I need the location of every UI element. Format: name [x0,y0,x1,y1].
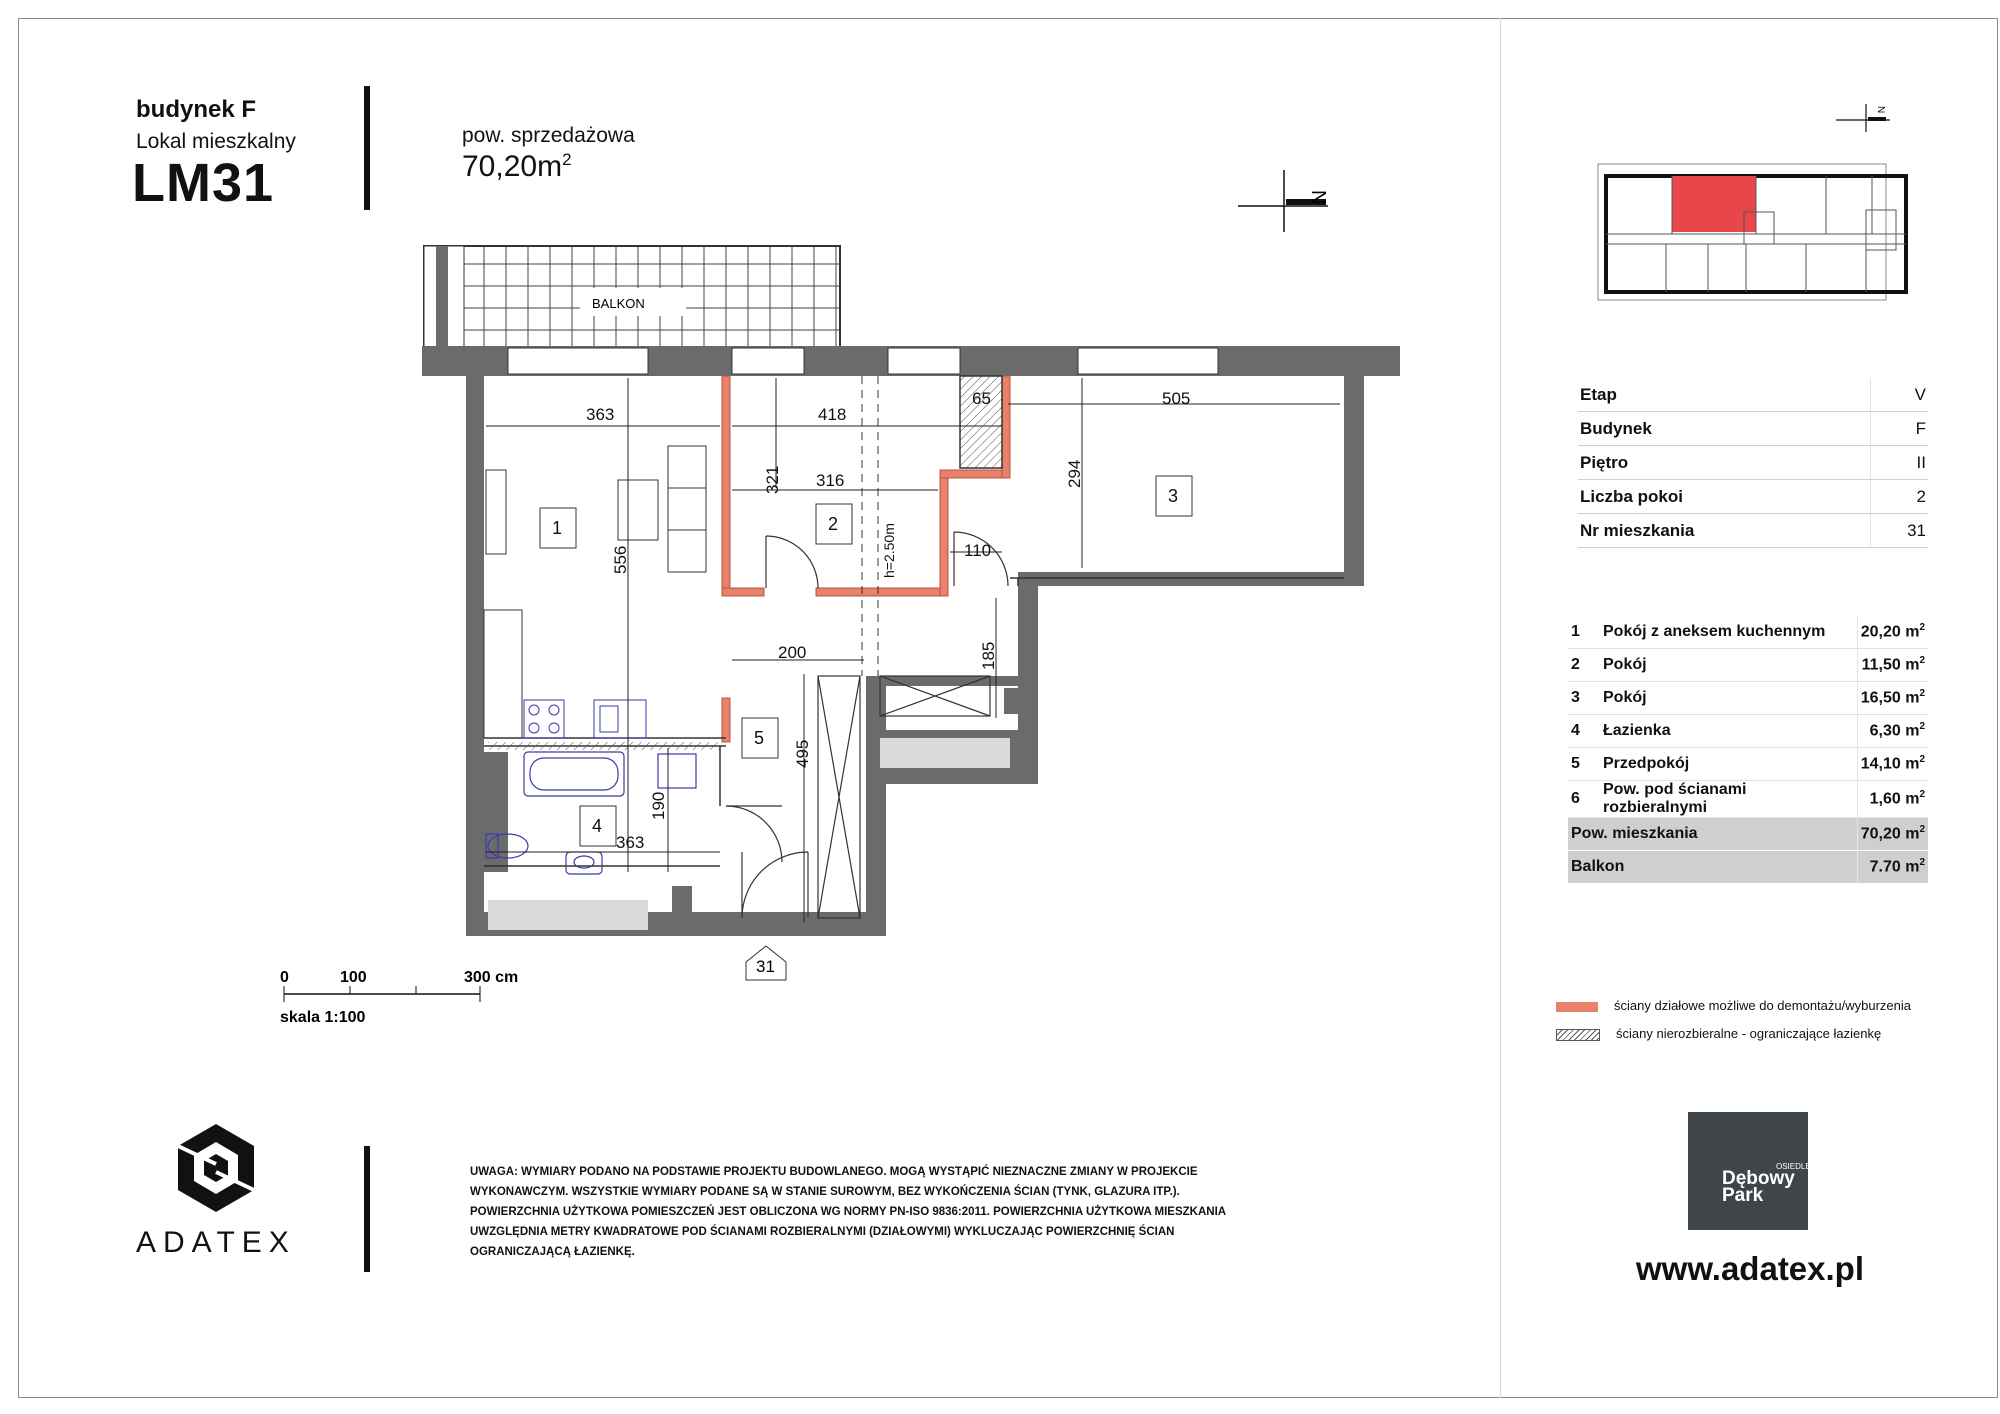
scale-tick-300: 300 cm [464,969,519,986]
walls [422,346,1400,936]
dim-110: 110 [964,541,992,560]
dim-294: 294 [1065,459,1084,488]
furniture [618,446,706,572]
info-value: V [1870,378,1928,412]
sales-area-label: pow. sprzedażowa [462,124,635,147]
dim-363-bath: 363 [616,833,645,852]
room-row: 4 Łazienka 6,30 $m^2$ [1568,715,1928,748]
legend-non-removable [1556,1026,1881,1041]
balcony-label: BALKON [592,296,645,311]
north-arrow-icon [1238,170,1329,232]
balcony [424,246,840,348]
dim-495: 495 [793,739,812,768]
dim-418: 418 [818,405,847,424]
room-row: 5 Przedpokój 14,10 $m^2$ [1568,748,1928,781]
dim-65: 65 [972,389,991,408]
rooms-area-table [1568,616,1928,884]
dim-321: 321 [763,465,782,494]
building-label: budynek F [136,96,257,123]
legend-label: ściany działowe możliwe do demontażu/wyburzenia [1614,998,1911,1013]
key-plan-north-icon [1836,104,1890,132]
dim-200: 200 [778,643,807,662]
info-label: Liczba pokoi [1578,480,1870,514]
north-label: N [1307,190,1329,205]
room-row: 3 Pokój 16,50 $m^2$ [1568,682,1928,715]
estate-small-label: OSIEDLE [1776,1162,1811,1171]
legend-swatch-hatched [1556,1029,1600,1041]
info-row-nr-mieszkania [1578,514,1928,548]
wardrobes [818,676,990,918]
ceiling-height-label: h=2.50m [881,523,897,578]
room-2-number: 2 [828,514,839,534]
info-row-budynek [1578,412,1928,446]
info-label: Budynek [1578,412,1870,446]
legend-label: ściany nierozbieralne - ograniczające łazienkę [1616,1026,1882,1041]
dim-556: 556 [611,545,630,574]
info-value: 2 [1870,480,1928,514]
entrance-number: 31 [756,957,775,976]
total-row-flat: Pow. mieszkania 70,20 $m^2$ [1568,818,1928,851]
unit-code: LM31 [132,153,275,213]
key-plan-north-label: N [1875,106,1886,114]
estate-name: Dębowy Park [1722,1168,1795,1206]
sales-area-value: $70,20m^2$ [462,150,572,183]
room-row: 2 Pokój 11,50 $m^2$ [1568,649,1928,682]
room-row: 6 Pow. pod ścianami rozbieralnymi 1,60 $m^2$ [1568,781,1928,818]
info-value: 31 [1870,514,1928,548]
footer-separator [364,1146,370,1272]
info-row-pietro [1578,446,1928,480]
unit-info-table [1578,378,1928,548]
room-4-number: 4 [592,816,603,836]
scale-tick-100: 100 [340,969,367,986]
entrance-marker [746,946,786,980]
info-row-liczba-pokoi [1578,480,1928,514]
unit-type-label: Lokal mieszkalny [136,130,296,153]
info-label: Etap [1578,378,1870,412]
info-value: F [1870,412,1928,446]
info-value: II [1870,446,1928,480]
dim-190: 190 [649,791,668,820]
adatex-logo-icon [178,1124,254,1212]
disclaimer-note: UWAGA: WYMIARY PODANO NA PODSTAWIE PROJEKTU BUDOWLANEGO. MOGĄ WYSTĄPIĆ NIEZNACZNE ZMIANY W PROJEKCIE WYKONAWCZYM. WSZYSTKIE WYMIARY PODANE SĄ W STANIE SUROWYM, BEZ WYKOŃCZENIA ŚCIAN (TYNK, GLAZURA ITP.). POWIERZCHNIA UŻYTKOWA POMIESZCZEŃ JEST OBLICZONA WG NORMY PN-ISO 9836:2011. POWIERZCHNIA UŻYTKOWA MIESZKANIA UWZGLĘDNIA METRY KWADRATOWE POD ŚCIANAMI ROZBIERALNYMI (DZIAŁOWYMI) WYKLUCZAJĄC POWIERZCHNIĘ ŚCIAN OGRANICZAJĄCĄ ŁAZIENKĘ. [470,1166,1226,1258]
info-label: Piętro [1578,446,1870,480]
room-row: 1 Pokój z aneksem kuchennym 20,20 $m^2$ [1568,616,1928,649]
adatex-wordmark: ADATEX [136,1226,296,1259]
info-label: Nr mieszkania [1578,514,1870,548]
dim-363-top: 363 [586,405,615,424]
dim-185: 185 [979,641,998,670]
scale-bar [280,969,518,1026]
scale-tick-0: 0 [280,969,289,986]
website-link[interactable]: www.adatex.pl [1636,1250,1865,1287]
dim-505: 505 [1162,389,1191,408]
legend-swatch-removable [1556,1002,1598,1012]
legend-removable [1556,998,1911,1013]
scale-label: skala 1:100 [280,1009,366,1026]
total-row-balcony: Balkon 7.70 $m^2$ [1568,851,1928,884]
kitchen [484,470,720,750]
info-row-etap [1578,378,1928,412]
room-3-number: 3 [1168,486,1179,506]
key-plan [1598,104,1906,300]
room-1-number: 1 [552,518,563,538]
dim-316: 316 [816,471,845,490]
room-5-number: 5 [754,728,765,748]
